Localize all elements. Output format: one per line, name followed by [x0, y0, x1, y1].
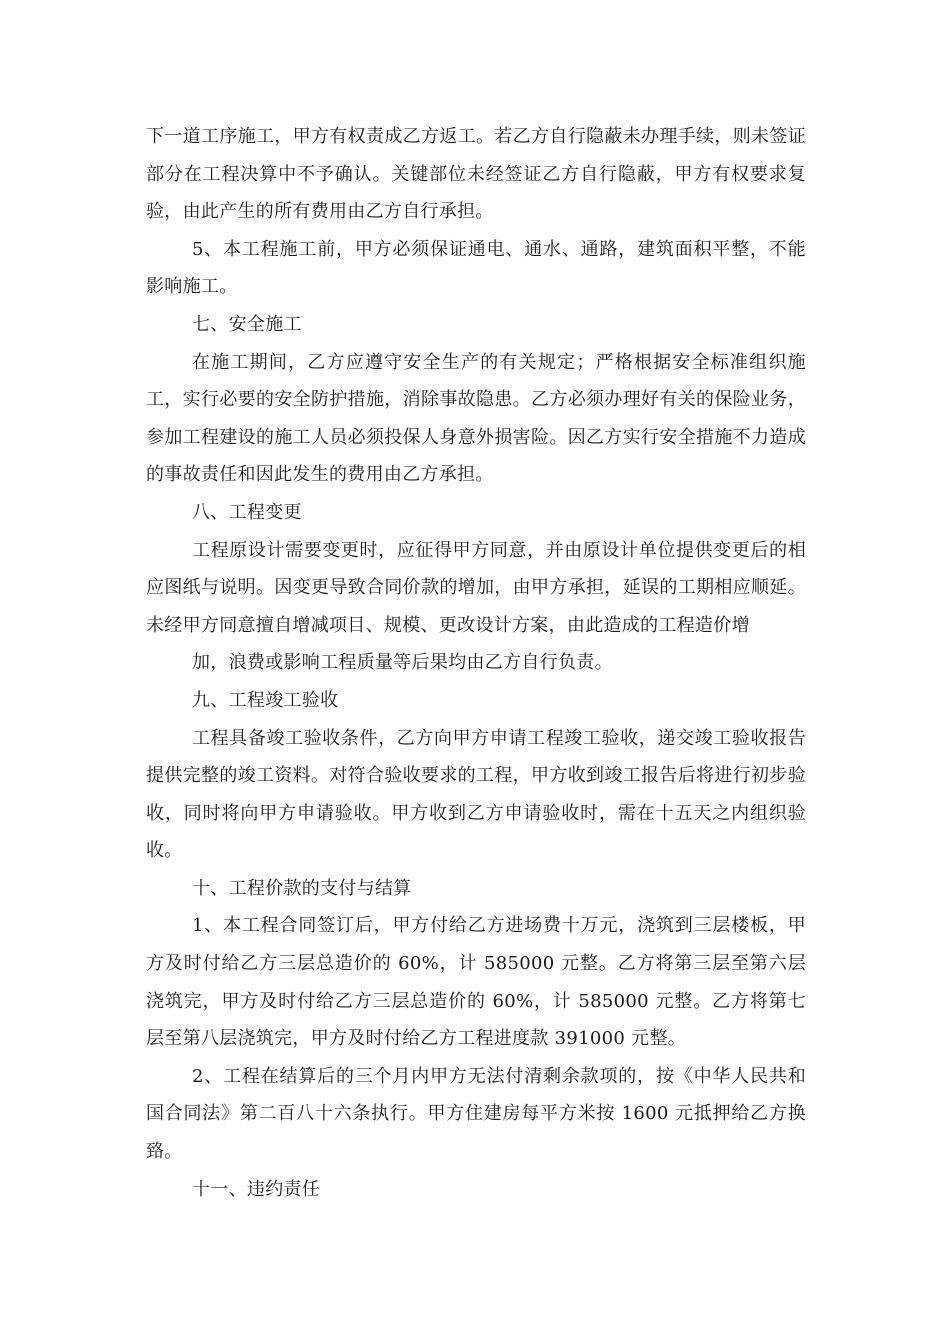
paragraph-outstanding-payment: 2、工程在结算后的三个月内甲方无法付清剩余款项的，按《中华人民共和国合同法》第二百八十六条执行。甲方住建房每平方米按 1600 元抵押给乙方换臵。: [146, 1065, 806, 1163]
paragraph-completion-acceptance: 工程具备竣工验收条件，乙方向甲方申请工程竣工验收，递交竣工验收报告提供完整的竣工资料。对符合验收要求的工程，甲方收到竣工报告后将进行初步验收，同时将向甲方申请验收。甲方收到乙方申请验收时，需在十五天之内组织验收。: [146, 727, 806, 862]
paragraph-clause-5-site-preparation: 5、本工程施工前，甲方必须保证通电、通水、通路，建筑面积平整，不能影响施工。: [146, 238, 806, 298]
paragraph-design-changes: 工程原设计需要变更时，应征得甲方同意，并由原设计单位提供变更后的相应图纸与说明。因变更导致合同价款的增加，由甲方承担，延误的工期相应顺延。未经甲方同意擅自增减项目、规模、更改设计方案，由此造成的工程造价增: [146, 539, 806, 636]
section-heading-completion-acceptance: 九、工程竣工验收: [192, 689, 339, 711]
paragraph-safety-construction: 在施工期间，乙方应遵守安全生产的有关规定；严格根据安全标准组织施工，实行必要的安全防护措施，消除事故隐患。乙方必须办理好有关的保险业务，参加工程建设的施工人员必须投保人身意外损害险。因乙方实行安全措施不力造成的事故责任和因此发生的费用由乙方承担。: [146, 351, 806, 486]
section-heading-breach-liability: 十一、违约责任: [192, 1178, 321, 1200]
section-heading-safety: 七、安全施工: [192, 313, 302, 335]
paragraph-payment-schedule: 1、本工程合同签订后，甲方付给乙方进场费十万元，浇筑到三层楼板，甲方及时付给乙方三层总造价的 60%，计 585000 元整。乙方将第三层至第六层浇筑完，甲方及时付给乙方三层总造价的 60%，计 585000 元整。乙方将第七层至第八层浇筑完，甲方及时付给乙方工程进度款 391000 元整。: [146, 915, 806, 1050]
paragraph-hidden-work-inspection: 下一道工序施工，甲方有权责成乙方返工。若乙方自行隐蔽未办理手续，则未签证部分在工程决算中不予确认。关键部位未经签证乙方自行隐蔽，甲方有权要求复验，由此产生的所有费用由乙方自行承担。: [146, 126, 806, 223]
document-body: [146, 118, 806, 1208]
paragraph-design-changes-continued: 加，浪费或影响工程质量等后果均由乙方自行负责。: [192, 652, 613, 674]
section-heading-changes: 八、工程变更: [192, 501, 302, 523]
section-heading-payment-settlement: 十、工程价款的支付与结算: [192, 877, 412, 899]
